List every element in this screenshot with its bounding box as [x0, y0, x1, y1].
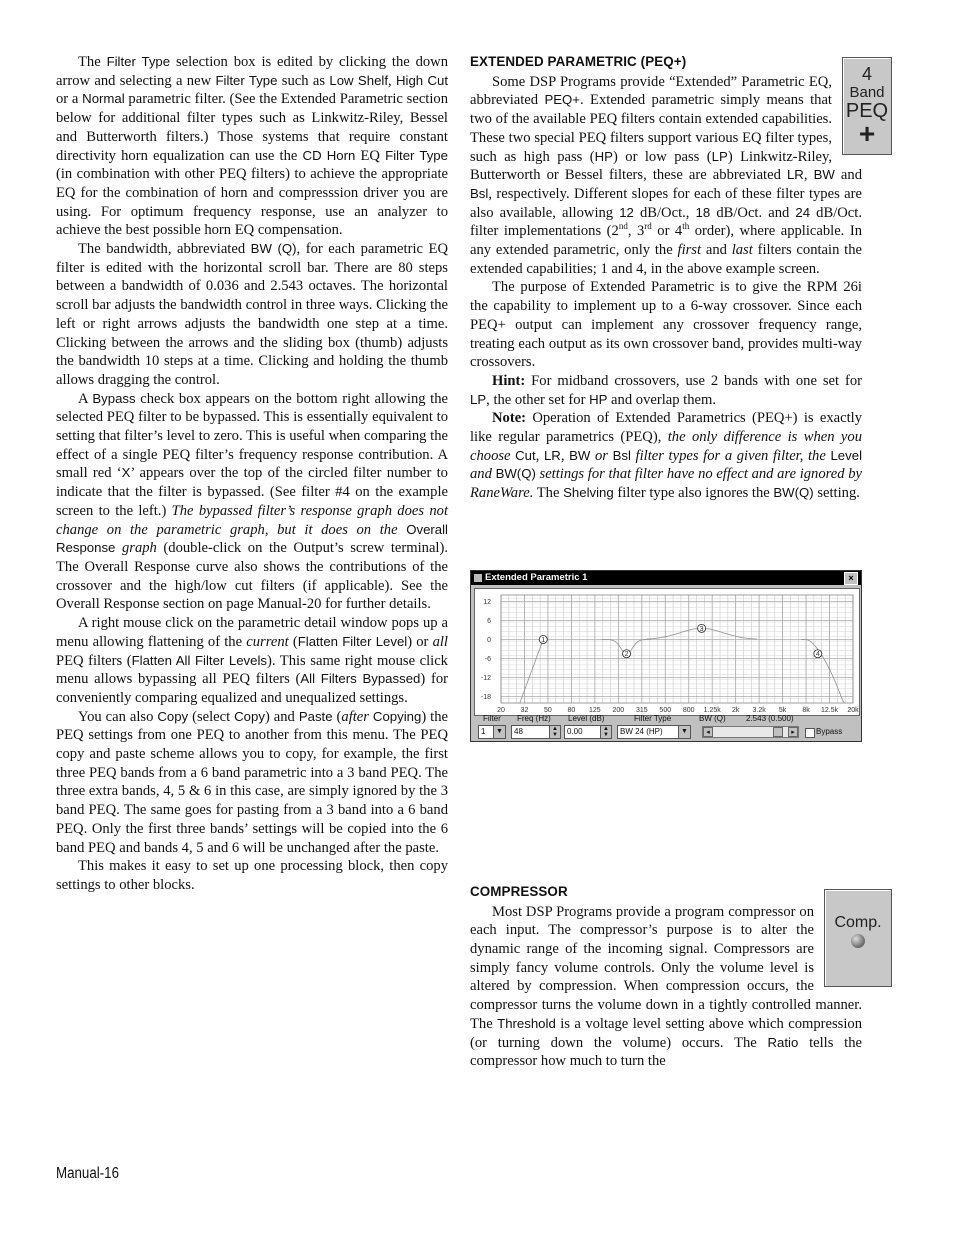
x-tick-label: 8k	[802, 707, 810, 714]
text-run: tells the compressor how much to turn the	[470, 1034, 862, 1070]
text-run: Copying	[372, 708, 422, 724]
text-run: Note:	[492, 410, 527, 427]
text-run: or	[590, 447, 613, 464]
text-run: ,	[803, 167, 814, 184]
spin-arrows-icon[interactable]: ▲ ▼	[600, 726, 611, 738]
text-run: and overlap them.	[607, 391, 717, 408]
text-run: ) and	[264, 708, 299, 725]
text-run: or a	[56, 91, 83, 108]
text-run: parametric filter. (See the Extended Parametric section below for additional filter types such as Linkwitz-Riley, Bessel and Butterworth filters.) Those systems that require constant directivity horn equalization can use the	[56, 91, 449, 164]
text-run: BW (Q)	[250, 241, 297, 257]
text-run: CD Horn	[302, 147, 356, 163]
text-run: Flatten Filter Level	[297, 633, 408, 649]
left-column	[56, 53, 448, 895]
x-tick-label: 12.5k	[820, 707, 839, 714]
filter-label: Filter	[483, 714, 501, 723]
text-run: order), where applicable. In any extended parametric, only the	[470, 223, 862, 259]
comp-led-icon	[851, 934, 865, 948]
text-run: EQ	[355, 147, 386, 164]
text-run: nd	[618, 221, 628, 232]
x-tick-label: 2k	[731, 707, 740, 714]
text-run: , respectively. Different slopes for each of these filter types are also available, allowing	[470, 185, 862, 221]
peq-icon-band-label: Band	[849, 83, 885, 101]
plot-border	[501, 595, 853, 703]
compressor-block-icon	[824, 889, 892, 987]
y-tick-label: 0	[487, 636, 491, 644]
text-run: Filter Type	[106, 54, 171, 69]
filter-select[interactable]	[478, 725, 506, 739]
text-run: th	[682, 221, 690, 232]
freq-label: Freq (Hz)	[517, 714, 551, 723]
text-run: 24	[795, 204, 811, 220]
text-run: Shelving	[563, 485, 614, 501]
text-run: Low Shelf	[329, 72, 388, 88]
text-run: setting.	[813, 485, 860, 502]
paragraph-note	[470, 409, 862, 503]
paragraph-filter-type	[56, 53, 448, 240]
x-tick-label: 500	[659, 707, 672, 714]
text-run: Paste	[298, 708, 333, 724]
text-run: dB/Oct. and	[710, 204, 796, 221]
right-column	[470, 53, 889, 1071]
text-run: Threshold	[497, 1015, 556, 1031]
text-run: (	[332, 708, 342, 725]
text-run: Overall Response	[56, 521, 448, 556]
text-run: LR	[543, 447, 561, 463]
paragraph-extended-intro	[470, 73, 862, 279]
y-tick-label: -12	[480, 675, 491, 683]
text-run: (double-click on the Output’s screw terminal). The Overall Response curve also shows the contributions of the crossover and the high/low cut filters (if applicable). See the Overall Response section on page Manual-20 for further details.	[56, 540, 448, 613]
text-run: PEQ filters (	[56, 652, 132, 669]
text-run: selection box is edited by clicking the down arrow and selecting a new	[56, 54, 449, 89]
paragraph-bypass	[56, 390, 448, 614]
x-tick-label: 315	[635, 707, 648, 714]
filter-marker-label: 1	[541, 636, 546, 644]
text-run: Cut	[515, 447, 536, 463]
text-run: The bypassed filter’s response graph does not change on the parametric graph, but it does on the	[56, 502, 449, 538]
text-run: All Filters Bypassed	[300, 671, 421, 687]
text-run: and	[470, 466, 496, 483]
x-tick-label: 200	[612, 707, 625, 714]
y-tick-label: 12	[483, 598, 491, 606]
peq-icon-band-count: 4	[861, 63, 872, 84]
text-run: BW	[569, 447, 591, 463]
text-run: (in combination with other PEQ filters) to achieve the appropriate EQ for the combination of horn and compresssion driver you are using. For optimum frequency response, use an analyzer to achieve the best possible horn EQ compensation.	[56, 166, 448, 239]
text-run: ,	[388, 72, 396, 89]
page-number: Manual-16	[56, 1165, 119, 1182]
scroll-right-icon[interactable]: ▸	[788, 727, 798, 737]
text-run: BW(Q)	[495, 466, 536, 482]
text-run: Operation of Extended Parametrics (PEQ+) is exactly like regular parametrics (PEQ),	[470, 410, 862, 446]
text-run: This makes it easy to set up one processing block, then copy settings to other blocks.	[56, 858, 448, 893]
text-run: HP	[589, 391, 608, 407]
text-run: the only difference is when you choose	[470, 429, 862, 464]
text-run: Most DSP Programs provide a program compressor on each input. The compressor’s purpose is to alter the dynamic range of the incoming signal. Compressors are simply fancy volume controls. Only the volume level is altered by compression. When compression occurs, the compressor turns the volume down in a tightly controlled manner. The	[470, 903, 862, 1032]
bw-value: 2.543 (0.500)	[746, 714, 794, 723]
x-tick-label: 1.25k	[703, 707, 721, 714]
paragraph-copy-paste	[56, 708, 448, 858]
text-run: Bsl	[612, 447, 631, 463]
text-run: The purpose of Extended Parametric is to give the RPM 26i the capability to implement up to a 6-way crossover. Since each PEQ+ output can implement any crossover frequency range, treating each output as its own crossover band, provides multi-way crossovers.	[470, 279, 862, 371]
text-run: ,	[535, 447, 544, 464]
text-run: ) Linkwitz-Riley, Butterworth or Bessel filters, these are abbreviated	[470, 148, 832, 184]
filter-marker-label: 3	[699, 625, 704, 633]
extended-parametric-window	[470, 570, 862, 742]
comp-icon-label: Comp.	[834, 913, 882, 931]
window-title: Extended Parametric 1	[485, 572, 588, 583]
text-run: first	[677, 242, 702, 259]
text-run: and	[834, 167, 862, 184]
text-run: BW	[813, 167, 835, 183]
text-run: LP	[711, 148, 728, 164]
text-run: A right mouse click on the parametric detail window pops up a menu allowing flattening of the	[56, 615, 448, 650]
text-run: , 3	[627, 223, 645, 240]
parametric-graph[interactable]	[474, 588, 860, 716]
text-run: The	[533, 485, 564, 502]
text-run: The bandwidth, abbreviated	[78, 241, 251, 258]
filter-marker-label: 4	[815, 651, 820, 659]
bw-scrollbar[interactable]	[702, 726, 799, 738]
bypass-checkbox[interactable]	[805, 728, 815, 738]
paragraph-hint	[470, 372, 862, 409]
text-run: Flatten All Filter Levels	[131, 652, 267, 668]
text-run: Ratio	[767, 1034, 799, 1050]
text-run: . Extended parametric simply means that two of the available PEQ filters contain extended capabilities. These two special PEQ filters support various EQ filter types, such as high pass (	[470, 92, 832, 165]
x-tick-label: 20k	[847, 707, 859, 714]
y-tick-label: -6	[484, 656, 491, 664]
text-run: Copy	[234, 708, 265, 724]
window-app-icon	[474, 574, 482, 582]
compressor-heading: COMPRESSOR	[470, 883, 568, 899]
freq-value: 48	[514, 727, 523, 736]
text-run: Level	[830, 447, 862, 463]
filter-type-select[interactable]	[617, 725, 691, 739]
close-button[interactable]: ×	[844, 572, 858, 585]
text-run: ) for conveniently comparing equalized and unequalized settings.	[56, 671, 448, 706]
x-tick-label: 80	[567, 707, 576, 714]
text-run: ,	[560, 447, 570, 464]
x-tick-label: 125	[589, 707, 601, 714]
bw-label: BW (Q)	[699, 714, 726, 723]
text-run: PEQ+	[544, 92, 581, 108]
text-run: Filter Type	[385, 147, 448, 163]
text-run: Copy	[157, 708, 189, 724]
x-tick-label: 800	[682, 707, 695, 714]
level-stepper[interactable]	[564, 725, 612, 739]
window-title-bar[interactable]	[471, 571, 861, 585]
text-run: current	[246, 633, 289, 650]
text-run: The	[78, 54, 107, 70]
bypass-label: Bypass	[816, 727, 843, 736]
filter-type-value: BW 24 (HP)	[620, 727, 663, 736]
filter-type-label: Filter Type	[634, 714, 672, 723]
text-run: Hint:	[492, 372, 526, 389]
x-tick-label: 50	[544, 707, 552, 714]
text-run: all	[432, 633, 448, 650]
paragraph-bandwidth	[56, 240, 448, 390]
peq-plus-block-icon	[842, 57, 892, 155]
paragraph-compressor	[470, 903, 862, 1071]
x-tick-label: 5k	[778, 707, 787, 714]
text-run: Bsl	[470, 185, 489, 201]
text-run: and	[701, 242, 732, 259]
text-run: LP	[470, 391, 487, 407]
level-label: Level (dB)	[568, 714, 605, 723]
spin-arrows-icon[interactable]: ▲ ▼	[549, 726, 560, 738]
text-run: LR	[786, 167, 804, 183]
text-run: filter type also ignores the	[613, 485, 774, 502]
chevron-down-icon[interactable]: ▼	[678, 726, 690, 738]
text-run: , for each parametric EQ filter is edited with the horizontal scroll bar. There are 80 steps between a bandwidth of 0.036 and 2.543 octaves. The horizontal scroll bar adjusts the bandwidth control in three ways. Clicking the left or right arrows adjusts the bandwidth one step at a time. Clicking between the arrows and the sliding box (thumb) adjusts the bandwidth 10 steps at a time. Clicking and holding the thumb allows dragging the control.	[56, 241, 448, 388]
x-tick-label: 20	[497, 707, 505, 714]
chevron-down-icon[interactable]: ▼	[493, 726, 505, 738]
text-run: Bypass	[92, 390, 136, 406]
text-run: A	[78, 390, 93, 407]
y-tick-label: -18	[480, 694, 491, 702]
text-run: after	[341, 708, 373, 725]
paragraph-right-click-menu	[56, 614, 448, 708]
text-run: For midband crossovers, use 2 bands with one set for	[525, 372, 862, 389]
text-run: rd	[644, 221, 652, 232]
text-run: Filter Type	[215, 72, 278, 88]
text-run: Some DSP Programs provide “Extended” Parametric EQ, abbreviated	[470, 73, 832, 109]
paragraph-copy-settings	[56, 857, 448, 894]
text-run: High Cut	[396, 72, 448, 88]
filter-select-value: 1	[481, 727, 486, 736]
level-value: 0.00	[567, 727, 583, 736]
text-run: You can also	[78, 708, 158, 725]
text-run: HP	[594, 148, 613, 164]
text-run: or 4	[651, 223, 683, 240]
parametric-graph-svg[interactable]	[475, 589, 859, 715]
x-tick-label: 32	[520, 707, 529, 714]
text-run: , the other set for	[486, 391, 590, 408]
text-run: BW(Q)	[773, 485, 814, 501]
text-run: X	[121, 465, 131, 481]
x-tick-label: 3.2k	[752, 707, 766, 714]
peq-icon-peq-label: PEQ	[845, 99, 889, 122]
text-run: 12	[619, 204, 634, 220]
text-run: such as	[277, 72, 330, 89]
text-run: last	[731, 242, 753, 259]
text-run: dB/Oct. filter implementations (2	[470, 204, 862, 240]
text-run: (	[288, 633, 298, 650]
text-run: is a voltage level setting above which compression (or turning down the volume) occurs. The	[470, 1015, 863, 1051]
peq-icon-plus: +	[858, 117, 876, 149]
y-tick-label: 6	[487, 617, 491, 625]
text-run: ) the PEQ settings from one PEQ to another from this menu. The PEQ copy and paste scheme allows you to copy, for example, the first three PEQ bands from a 6 band parametric into a 3 band PEQ. The three extra bands, 4, 5 & 6 in this case, are simply ignored by the 3 band PEQ. The same goes for pasting from a 3 band into a 6 band PEQ. Only the first three bands’ settings will be copied into the 6 band PEQ and bands 4, 5 and 6 will be unchanged after the paste.	[56, 708, 448, 856]
text-run: (select	[188, 708, 235, 725]
text-run: ) or	[407, 633, 433, 650]
bw-scroll-thumb[interactable]	[773, 727, 783, 737]
text-run: ). This same right mouse click menu allows bypassing all PEQ filters (	[56, 652, 448, 688]
filter-marker-label: 2	[624, 651, 629, 659]
extended-parametric-heading: EXTENDED PARAMETRIC (PEQ+)	[470, 54, 687, 69]
text-run: settings for that filter have no effect and are ignored by RaneWare.	[470, 466, 862, 502]
scroll-left-icon[interactable]: ◂	[703, 727, 713, 737]
text-run: Normal	[82, 91, 125, 107]
text-run: dB/Oct.,	[633, 204, 696, 221]
text-run: ) or low pass (	[612, 148, 712, 165]
text-run: ’ appears over the top of the circled filter number to indicate that the filter is bypassed. (See filter #4 on the example screen to the left.)	[56, 465, 448, 519]
text-run: 18	[695, 204, 711, 220]
paragraph-extended-purpose	[470, 278, 862, 372]
freq-stepper[interactable]	[511, 725, 561, 739]
text-run: filters contain the extended capabilities; 1 and 4, in the above example screen.	[470, 242, 862, 277]
text-run: check box appears on the bottom right allowing the selected PEQ filter to be bypassed. This is essentially equivalent to setting that filter’s level to zero. This is useful when comparing the effect of a single PEQ filter’s frequency response contribution. A small red ‘	[56, 390, 448, 482]
text-run: graph	[115, 540, 157, 557]
text-run: filter types for a given filter, the	[630, 447, 831, 464]
